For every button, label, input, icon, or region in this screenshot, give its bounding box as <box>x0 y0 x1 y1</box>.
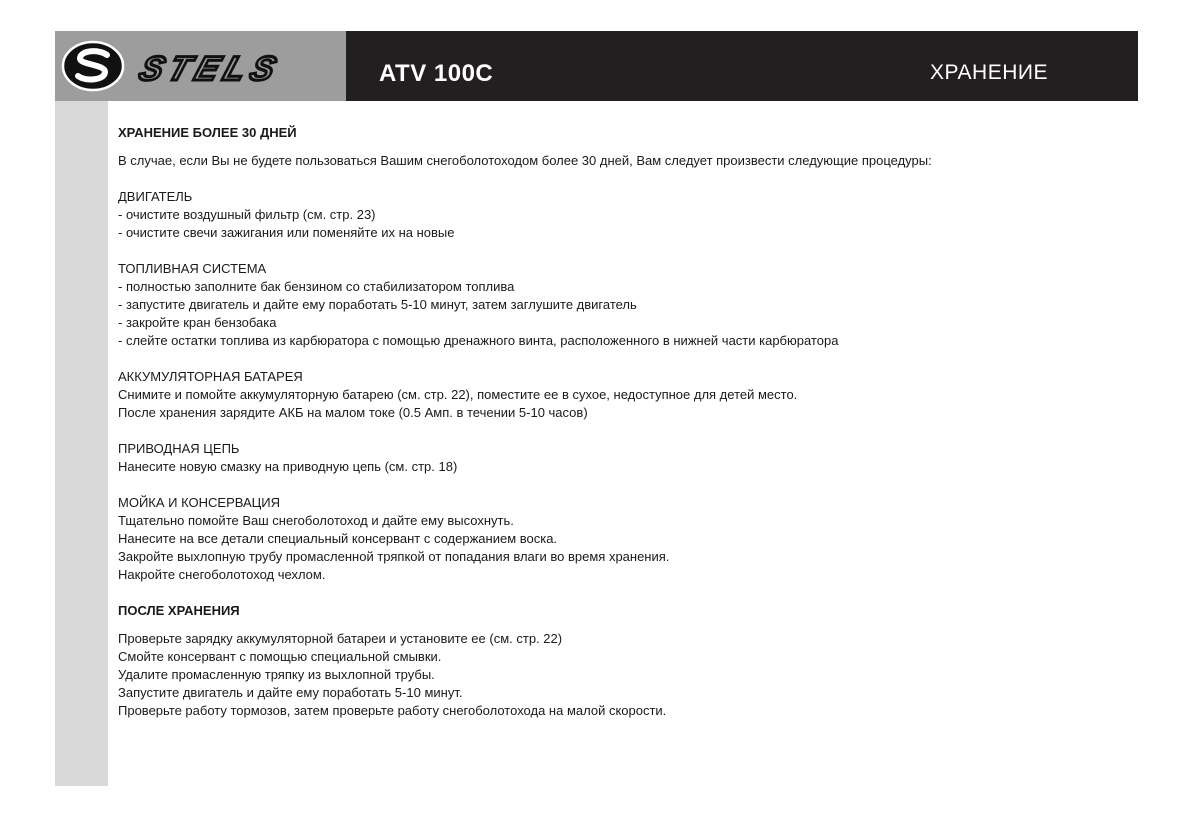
after-line: Смойте консервант с помощью специальной смывки. <box>118 649 442 664</box>
section-title: ХРАНЕНИЕ <box>929 61 1048 84</box>
after-storage-heading: ПОСЛЕ ХРАНЕНИЯ <box>118 603 240 618</box>
stels-logo-icon <box>55 31 346 101</box>
chain-line: Нанесите новую смазку на приводную цепь (см. стр. 18) <box>118 459 458 474</box>
washing-line: Закройте выхлопную трубу промасленной тряпкой от попадания влаги во время хранения. <box>118 549 670 564</box>
chain-title: ПРИВОДНАЯ ЦЕПЬ <box>118 441 240 456</box>
washing-line: Нанесите на все детали специальный консервант с содержанием воска. <box>118 531 558 546</box>
engine-line: - очистите свечи зажигания или поменяйте их на новые <box>118 225 455 240</box>
washing-title: МОЙКА И КОНСЕРВАЦИЯ <box>118 495 281 510</box>
svg-text:STELS: STELS <box>134 49 287 88</box>
fuel-title: ТОПЛИВНАЯ СИСТЕМА <box>118 261 267 276</box>
engine-title: ДВИГАТЕЛЬ <box>118 189 193 204</box>
after-line: Удалите промасленную тряпку из выхлопной трубы. <box>118 667 435 682</box>
page-header <box>55 31 1138 101</box>
stels-logo <box>55 31 346 101</box>
battery-title: АККУМУЛЯТОРНАЯ БАТАРЕЯ <box>118 369 303 384</box>
storage-intro: В случае, если Вы не будете пользоваться Вашим снегоболотоходом более 30 дней, Вам следует произвести следующие процедуры: <box>118 153 932 168</box>
fuel-line: - слейте остатки топлива из карбюратора с помощью дренажного винта, расположенного в нижней части карбюратора <box>118 333 839 348</box>
battery-line: После хранения зарядите АКБ на малом токе (0.5 Амп. в течении 5-10 часов) <box>118 405 588 420</box>
washing-line: Тщательно помойте Ваш снегоболотоход и дайте ему высохнуть. <box>118 513 514 528</box>
battery-line: Снимите и помойте аккумуляторную батарею (см. стр. 22), поместите ее в сухое, недоступное для детей место. <box>118 387 798 402</box>
fuel-line: - закройте кран бензобака <box>118 315 277 330</box>
fuel-line: - полностью заполните бак бензином со стабилизатором топлива <box>118 279 515 294</box>
document-body <box>118 124 1178 720</box>
engine-line: - очистите воздушный фильтр (см. стр. 23) <box>118 207 376 222</box>
after-line: Проверьте работу тормозов, затем проверьте работу снегоболотохода на малой скорости. <box>118 703 667 718</box>
after-line: Запустите двигатель и дайте ему поработать 5-10 минут. <box>118 685 463 700</box>
storage-heading: ХРАНЕНИЕ БОЛЕЕ 30 ДНЕЙ <box>118 125 297 140</box>
model-title: ATV 100C <box>379 60 494 87</box>
after-line: Проверьте зарядку аккумуляторной батареи и установите ее (см. стр. 22) <box>118 631 563 646</box>
fuel-line: - запустите двигатель и дайте ему поработать 5-10 минут, затем заглушите двигатель <box>118 297 637 312</box>
side-margin-strip <box>55 101 108 786</box>
washing-line: Накройте снегоболотоход чехлом. <box>118 567 326 582</box>
